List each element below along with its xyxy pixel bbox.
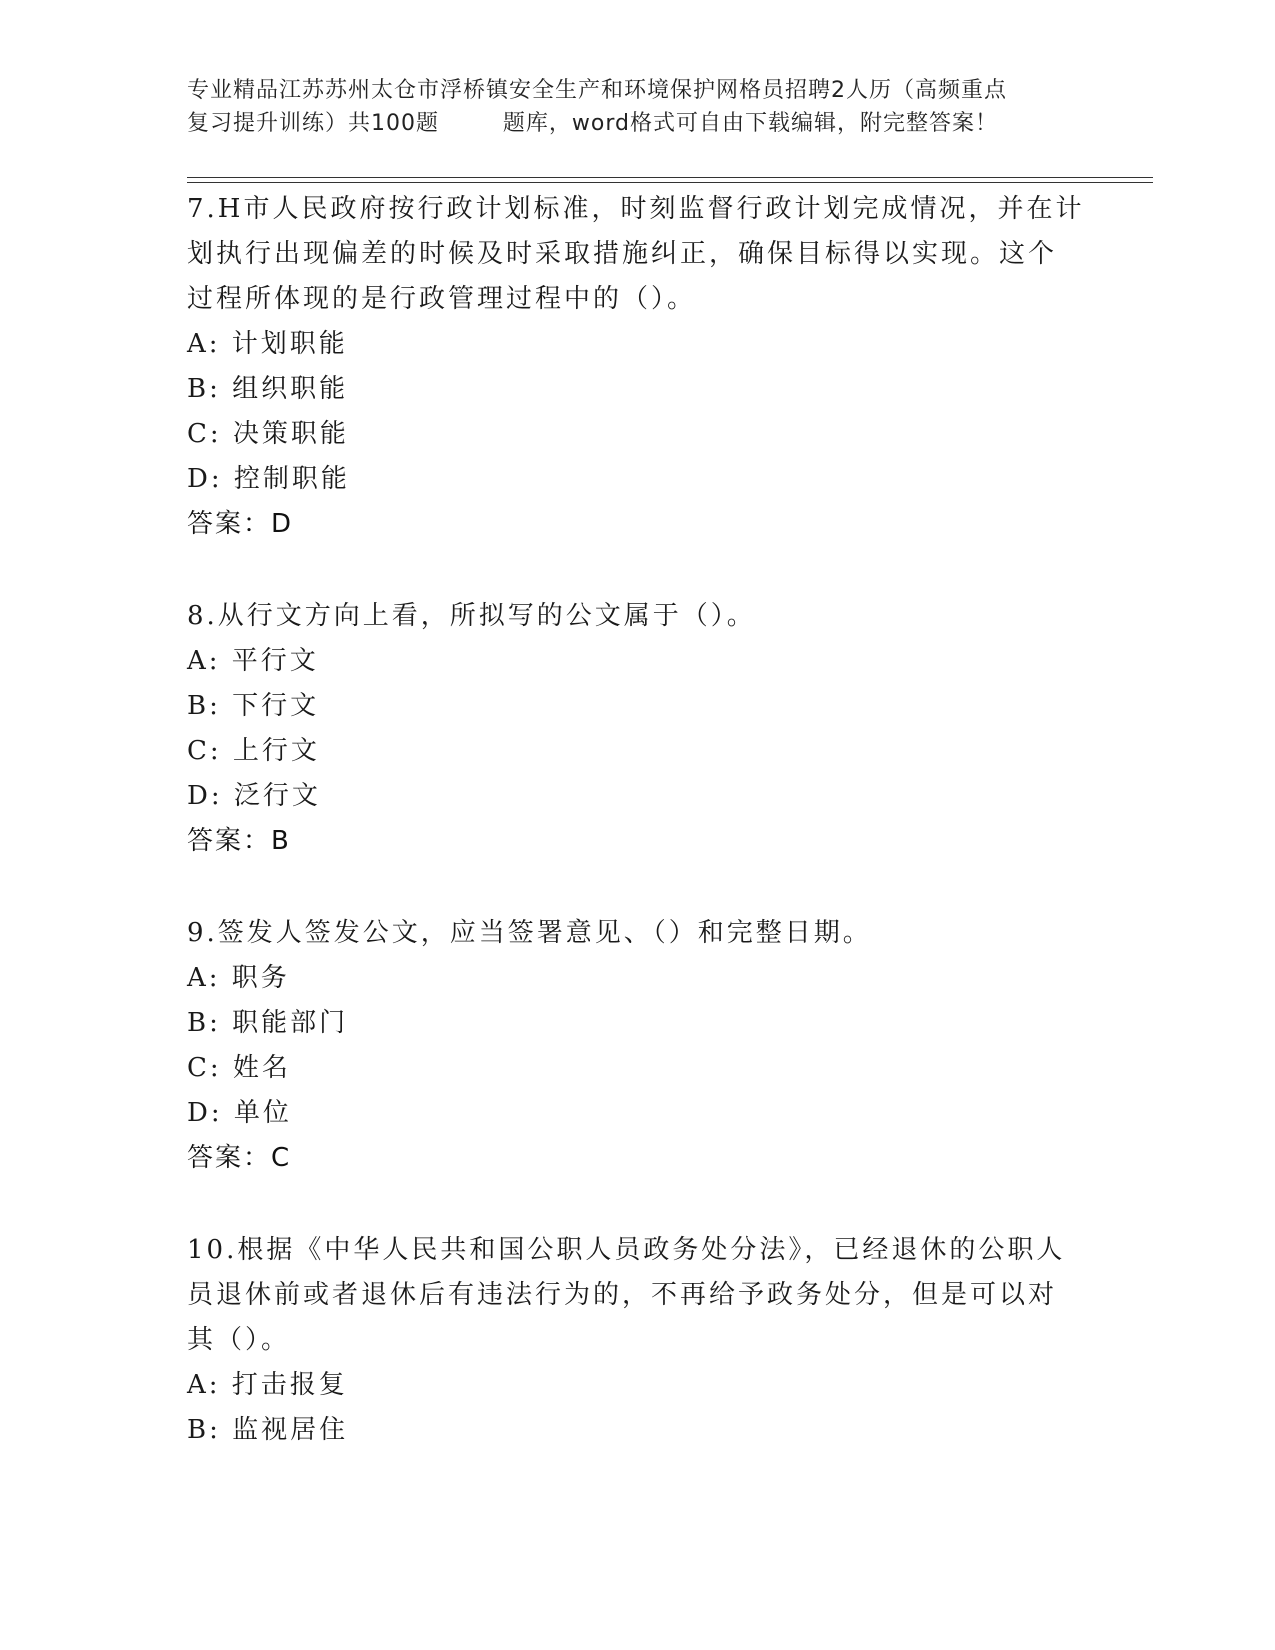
answer: 答案：D bbox=[187, 509, 294, 539]
option-b: B: 组织职能 bbox=[187, 374, 349, 404]
stem-line: 划执行出现偏差的时候及时采取措施纠正，确保目标得以实现。这个 bbox=[187, 239, 1058, 269]
answer: 答案：C bbox=[187, 1143, 292, 1173]
option-d: D: 控制职能 bbox=[187, 464, 350, 494]
option-d: D: 泛行文 bbox=[187, 781, 321, 811]
question-9 bbox=[187, 911, 1087, 1181]
option-b: B: 下行文 bbox=[187, 691, 320, 721]
option-a: A: 计划职能 bbox=[187, 329, 348, 359]
header-line-2: 复习提升训练）共100题 题库，word格式可自由下载编辑，附完整答案！ bbox=[187, 111, 999, 136]
question-10 bbox=[187, 1228, 1087, 1453]
stem-line: 过程所体现的是行政管理过程中的（）。 bbox=[187, 284, 697, 314]
option-a: A: 打击报复 bbox=[187, 1370, 348, 1400]
header-line-1: 专业精品江苏苏州太仓市浮桥镇安全生产和环境保护网格员招聘2人历（高频重点 bbox=[187, 78, 1007, 103]
option-d: D: 单位 bbox=[187, 1098, 292, 1128]
stem-line: 10.根据《中华人民共和国公职人员政务处分法》，已经退休的公职人 bbox=[187, 1235, 1066, 1265]
stem-line: 7.H市人民政府按行政计划标准，时刻监督行政计划完成情况，并在计 bbox=[187, 194, 1085, 224]
header-divider-bottom bbox=[187, 182, 1153, 183]
option-b: B: 职能部门 bbox=[187, 1008, 349, 1038]
option-c: C: 上行文 bbox=[187, 736, 320, 766]
option-a: A: 职务 bbox=[187, 963, 290, 993]
question-stem bbox=[187, 911, 1087, 956]
question-list bbox=[187, 187, 1087, 1500]
option-c: C: 决策职能 bbox=[187, 419, 349, 449]
stem-line: 其（）。 bbox=[187, 1325, 291, 1355]
option-a: A: 平行文 bbox=[187, 646, 319, 676]
stem-line: 8.从行文方向上看，所拟写的公文属于（）。 bbox=[187, 601, 756, 631]
answer: 答案：B bbox=[187, 826, 291, 856]
header-divider-top bbox=[187, 177, 1153, 178]
question-7 bbox=[187, 187, 1087, 547]
question-stem bbox=[187, 1228, 1087, 1363]
question-stem bbox=[187, 594, 1087, 639]
option-c: C: 姓名 bbox=[187, 1053, 291, 1083]
option-b: B: 监视居住 bbox=[187, 1415, 349, 1445]
question-8 bbox=[187, 594, 1087, 864]
question-stem bbox=[187, 187, 1087, 322]
stem-line: 员退休前或者退休后有违法行为的，不再给予政务处分，但是可以对 bbox=[187, 1280, 1058, 1310]
stem-line: 9.签发人签发公文，应当签署意见、（）和完整日期。 bbox=[187, 918, 872, 948]
document-header bbox=[187, 74, 1087, 140]
